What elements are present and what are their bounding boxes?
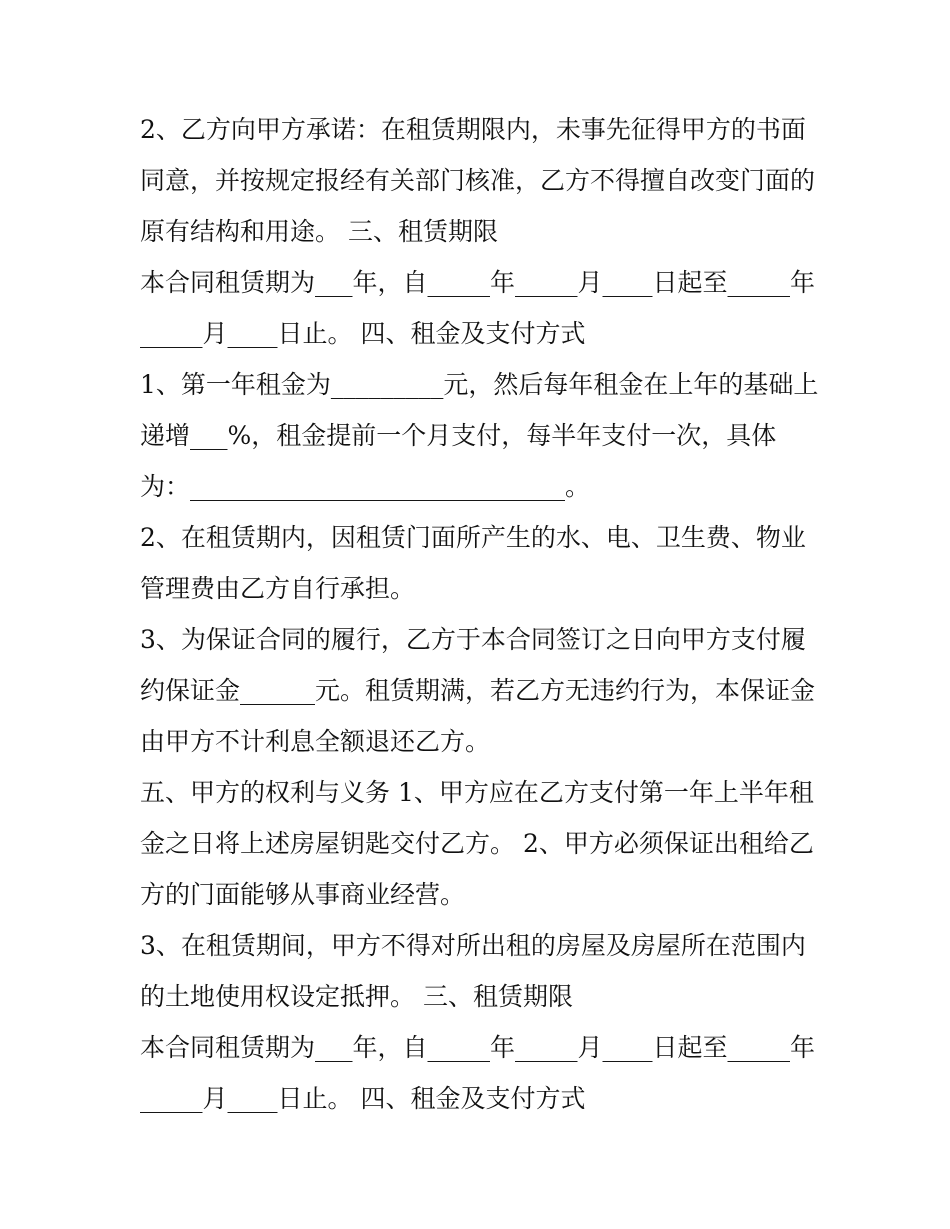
text-line: _____月____日止。 四、租金及支付方式 bbox=[140, 319, 586, 348]
text-line: _____月____日止。 四、租金及支付方式 bbox=[140, 1084, 586, 1113]
text-line: 为：______________________________。 bbox=[140, 472, 591, 501]
document-body bbox=[140, 104, 820, 1124]
text-line: 金之日将上述房屋钥匙交付乙方。 2、甲方必须保证出租给乙 bbox=[140, 829, 814, 858]
text-line: 管理费由乙方自行承担。 bbox=[140, 574, 416, 603]
text-line: 2、乙方向甲方承诺：在租赁期限内，未事先征得甲方的书面 bbox=[140, 115, 806, 144]
text-line: 方的门面能够从事商业经营。 bbox=[140, 880, 466, 909]
text-line: 由甲方不计利息全额退还乙方。 bbox=[140, 727, 491, 756]
text-line: 本合同租赁期为___年，自_____年_____月____日起至_____年 bbox=[140, 1033, 816, 1062]
text-line: 同意，并按规定报经有关部门核准，乙方不得擅自改变门面的 bbox=[140, 166, 816, 195]
text-line: 五、甲方的权利与义务 1、甲方应在乙方支付第一年上半年租 bbox=[140, 778, 814, 807]
text-line: 的土地使用权设定抵押。 三、租赁期限 bbox=[140, 982, 573, 1011]
text-line: 约保证金______元。租赁期满，若乙方无违约行为，本保证金 bbox=[140, 676, 816, 705]
text-line: 递增___%，租金提前一个月支付，每半年支付一次，具体 bbox=[140, 421, 777, 450]
text-line: 3、在租赁期间，甲方不得对所出租的房屋及房屋所在范围内 bbox=[140, 931, 806, 960]
text-line: 1、第一年租金为_________元，然后每年租金在上年的基础上 bbox=[140, 370, 819, 399]
text-line: 3、为保证合同的履行，乙方于本合同签订之日向甲方支付履 bbox=[140, 625, 806, 654]
text-line: 原有结构和用途。 三、租赁期限 bbox=[140, 217, 498, 246]
text-line: 本合同租赁期为___年，自_____年_____月____日起至_____年 bbox=[140, 268, 816, 297]
text-line: 2、在租赁期内，因租赁门面所产生的水、电、卫生费、物业 bbox=[140, 523, 806, 552]
